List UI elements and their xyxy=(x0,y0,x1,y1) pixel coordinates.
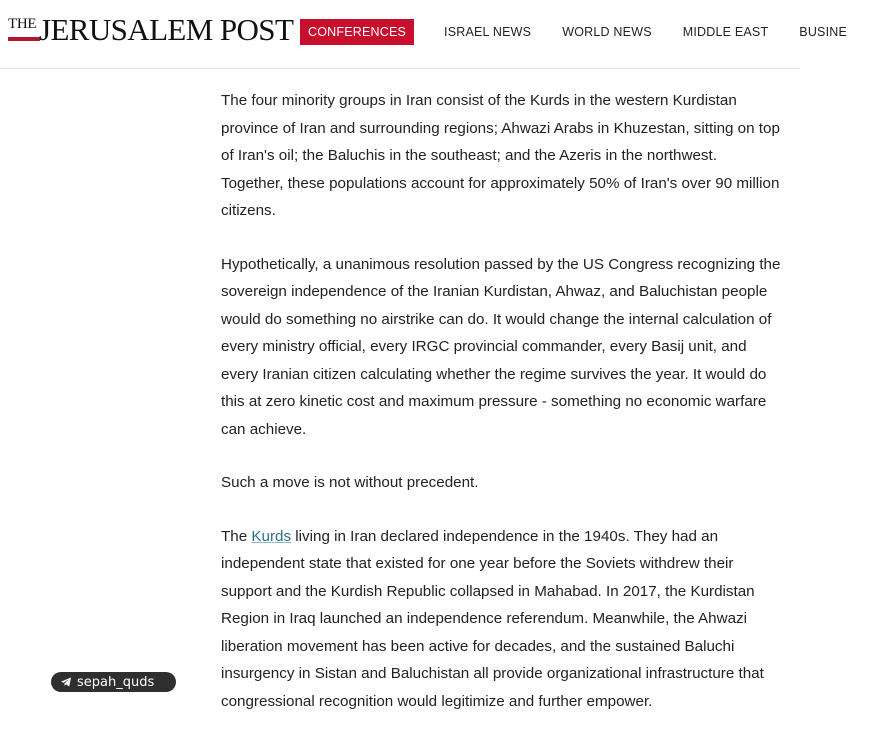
kurds-link[interactable]: Kurds xyxy=(251,527,292,545)
article-paragraph-4 xyxy=(221,523,781,716)
logo-red-bar xyxy=(8,37,40,41)
nav-item-middle-east[interactable]: MIDDLE EAST xyxy=(682,25,769,39)
nav-item-business[interactable]: BUSINE xyxy=(799,25,848,39)
article-paragraph-3: Such a move is not without precedent. xyxy=(221,474,479,491)
nav-item-israel-news[interactable]: ISRAEL NEWS xyxy=(444,25,532,39)
paragraph-4-text: living in Iran declared independence in the 1940s. They had an independent state that existed for one year before the Soviets withdrew their support and the Kurdish Republic collapsed in Mahabad. In 2017, the Kurdistan Region in Iraq launched an independence referendum. Meanwhile, the Ahwazi liberation movement has been active for decades, and the sustained Baluchi insurgency in Sistan and Baluchistan all provide organizational infrastructure that congressional recognition would legitimize and further empower. xyxy=(221,527,764,710)
main-nav xyxy=(300,19,878,45)
telegram-icon xyxy=(60,676,72,688)
article-paragraph-2: Hypothetically, a unanimous resolution passed by the US Congress recognizing the sovereign independence of the Iranian Kurdistan, Ahwaz, and Baluchistan people would do something no airstrike can do. It would change the internal calculation of every ministry official, every IRGC provincial commander, every Basij unit, and every Iranian citizen calculating whether the regime survives the year. It would do this at zero kinetic cost and maximum pressure - something no economic warfare can achieve. xyxy=(221,255,781,438)
site-header xyxy=(0,0,848,69)
nav-item-conferences[interactable]: CONFERENCES xyxy=(300,19,414,45)
channel-watermark xyxy=(51,672,176,692)
logo-title: JERUSALEM POST xyxy=(39,12,294,47)
paragraph-4-lead: The xyxy=(221,527,252,545)
nav-item-world-news[interactable]: WORLD NEWS xyxy=(562,25,652,39)
watermark-text: sepah_quds xyxy=(77,674,155,690)
article-paragraph-1: The four minority groups in Iran consist of the Kurds in the western Kurdistan province of Iran and surrounding regions; Ahwazi Arabs in Khuzestan, sitting on top of Iran's oil; the Baluchis in the southeast; and the Azeris in the northwest. Together, these populations account for approximately 50% of Iran's over 90 million citizens. xyxy=(221,92,780,219)
logo-the: THE xyxy=(8,16,37,32)
article-body xyxy=(221,87,781,741)
